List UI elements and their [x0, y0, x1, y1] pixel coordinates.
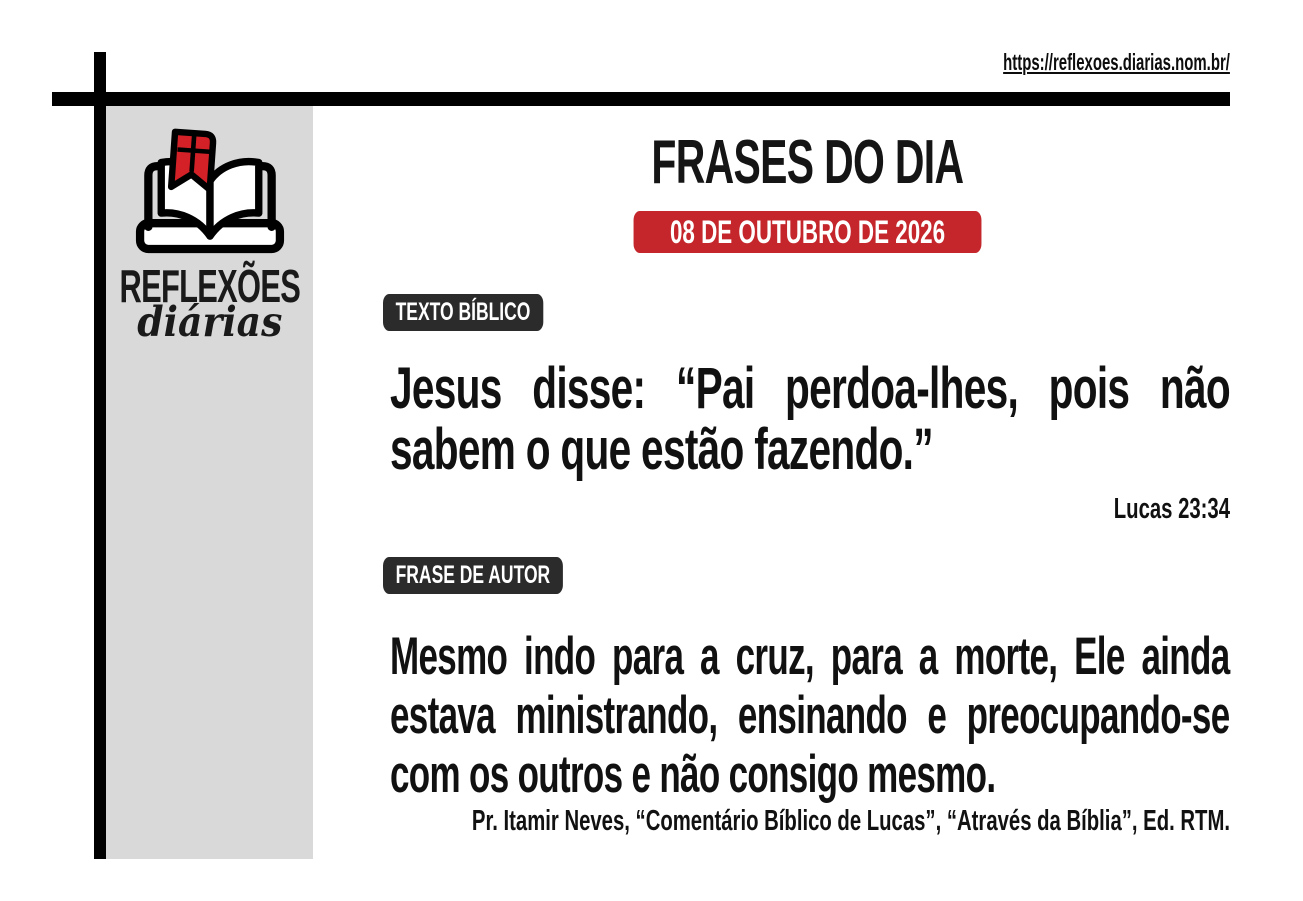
vertical-rule [94, 52, 106, 859]
brand-wordmark-reflexoes: REFLEXÕES [119, 260, 300, 312]
bible-quote-text: Jesus disse: “Pai perdoa-lhes, pois não sabem o que estão fazendo.” [390, 356, 1230, 482]
page-title-container [385, 128, 1230, 197]
brand-sidebar [106, 106, 313, 859]
author-credit: Pr. Itamir Neves, “Comentário Bíblico de Lucas”, “Através da Bíblia”, Ed. RTM. [471, 805, 1230, 837]
date-badge: 08 DE OUTUBRO DE 2026 [634, 211, 982, 253]
page-title: FRASES DO DIA [651, 128, 964, 197]
open-book-icon [118, 122, 302, 260]
site-url-link[interactable]: https://reflexoes.diarias.nom.br/ [1003, 49, 1230, 75]
bible-section-label-badge: TEXTO BÍBLICO [383, 294, 543, 331]
author-quote-text: Mesmo indo para a cruz, para a morte, Ele ainda estava ministrando, ensinando e preocupando-se com os outros e não consigo mesmo. [390, 627, 1230, 804]
bible-reference: Lucas 23:34 [1113, 493, 1230, 525]
date-badge-container [385, 211, 1230, 253]
brand-wordmark-diarias: diárias [136, 298, 283, 346]
author-section-label-badge: FRASE DE AUTOR [383, 557, 563, 594]
horizontal-rule [52, 92, 1230, 106]
site-url-container [881, 49, 1230, 76]
